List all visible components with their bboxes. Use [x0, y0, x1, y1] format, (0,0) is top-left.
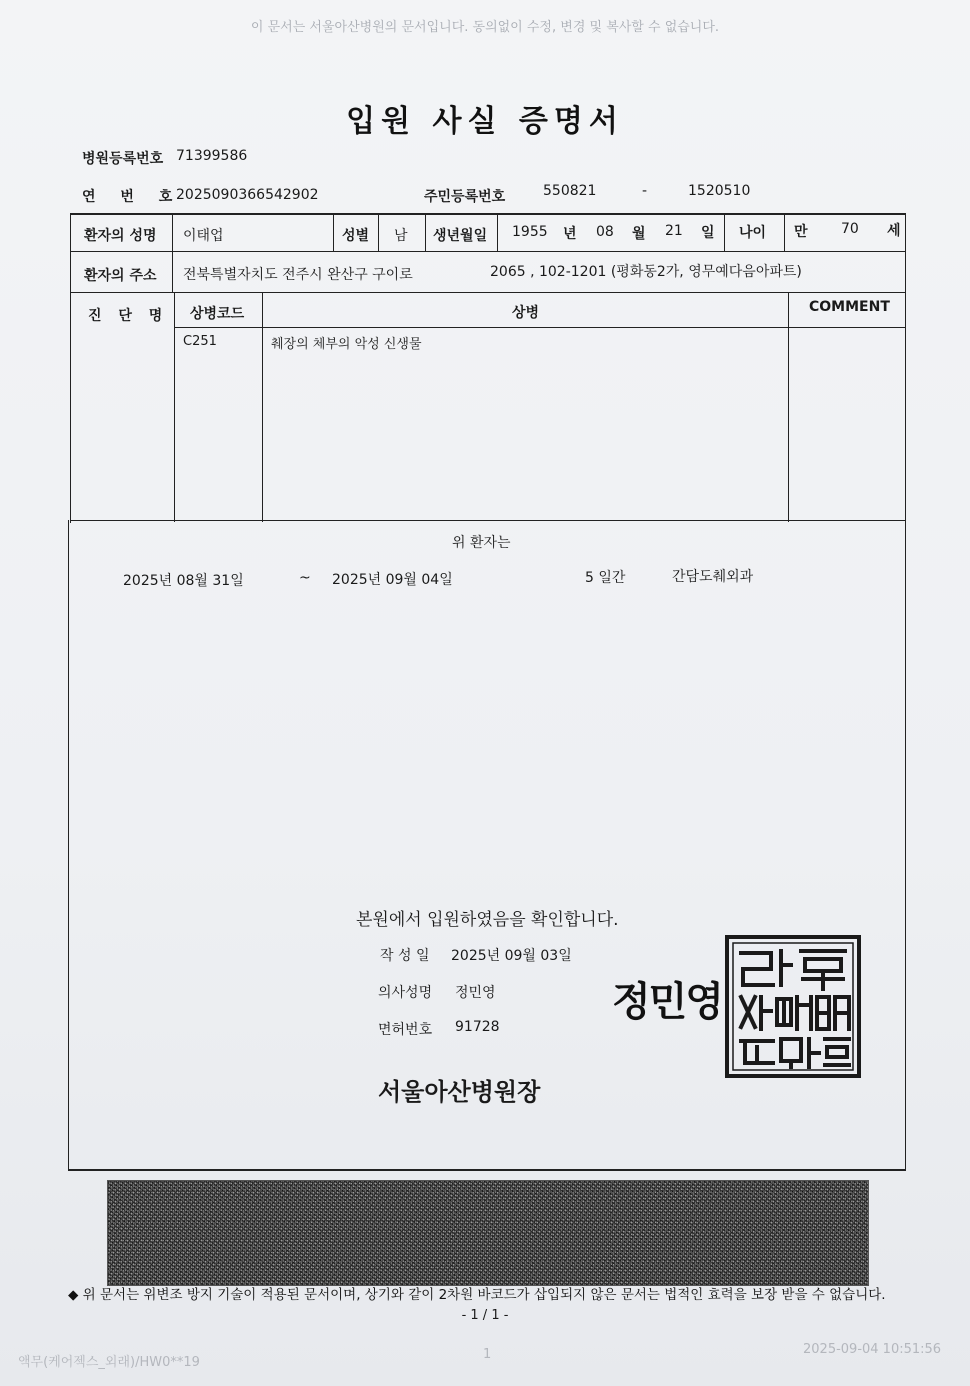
page-number: - 1 / 1 -	[461, 1308, 509, 1323]
birth-label: 생년월일	[433, 228, 488, 244]
rrn-front: 550821	[543, 183, 597, 199]
table-row-name: 췌장의 체부의 악성 신생물	[271, 337, 422, 352]
license-label: 면허번호	[378, 1022, 433, 1038]
code-header: 상병코드	[190, 306, 245, 322]
confirm-statement: 본원에서 입원하였음을 확인합니다.	[356, 910, 619, 930]
address-label: 환자의 주소	[84, 268, 157, 284]
birth-year: 1955	[512, 224, 548, 240]
sex-label: 성별	[342, 228, 370, 244]
rrn-label: 주민등록번호	[424, 189, 506, 205]
doctor-name: 정민영	[455, 985, 496, 1001]
table-row-code: C251	[183, 334, 217, 349]
name-label: 환자의 성명	[84, 228, 157, 244]
admission-dept: 간담도췌외과	[672, 569, 754, 585]
top-notice: 이 문서는 서울아산병원의 문서입니다. 동의없이 수정, 변경 및 복사할 수 없습니다.	[250, 20, 720, 35]
comment-header: COMMENT	[809, 299, 890, 315]
age-unit: 세	[887, 223, 901, 239]
address-detail: 2065 , 102-1201 (평화동2가, 영무예다음아파트)	[490, 264, 802, 280]
document-title: 입원 사실 증명서	[346, 104, 624, 139]
license-number: 91728	[455, 1019, 500, 1035]
birth-month: 08	[596, 224, 614, 240]
footer-notice: ◆ 위 문서는 위변조 방지 기술이 적용된 문서이며, 상기와 같이 2차원 바코드가 삽입되지 않은 문서는 법적인 효력을 보장 받을 수 없습니다.	[68, 1287, 886, 1303]
disease-header: 상병	[512, 305, 540, 321]
admission-intro: 위 환자는	[452, 535, 511, 551]
rrn-dash: -	[642, 183, 648, 199]
address-value: 전북특별자치도 전주시 완산구 구이로	[183, 267, 413, 283]
footer-center: 1	[483, 1347, 492, 1362]
doctor-label: 의사성명	[378, 985, 433, 1001]
admission-end: 2025년 09월 04일	[332, 572, 453, 588]
rrn-back: 1520510	[688, 183, 751, 199]
reg-label: 병원등록번호	[82, 151, 164, 167]
footer-left-code: 액무(케어젝스_외래)/HW0**19	[18, 1355, 200, 1370]
issue-label: 작 성 일	[380, 948, 430, 964]
age-prefix: 만	[794, 224, 808, 240]
diagnosis-label: 진 단 명	[88, 308, 169, 324]
day-unit: 일	[701, 225, 715, 241]
age-label: 나이	[739, 225, 767, 241]
serial-label: 연 번 호	[82, 189, 183, 205]
hospital-director: 서울아산병원장	[378, 1078, 541, 1106]
admission-tilde: ~	[299, 570, 311, 586]
serial-value: 2025090366542902	[176, 187, 319, 203]
admission-start: 2025년 08월 31일	[123, 573, 244, 589]
footer-timestamp: 2025-09-04 10:51:56	[803, 1342, 942, 1357]
age-value: 70	[841, 221, 859, 237]
birth-day: 21	[665, 223, 683, 239]
reg-value: 71399586	[176, 148, 248, 164]
doctor-signature: 정민영	[612, 979, 722, 1025]
issue-date: 2025년 09월 03일	[451, 948, 572, 964]
month-unit: 월	[632, 226, 646, 242]
year-unit: 년	[563, 226, 577, 242]
name-value: 이태업	[183, 228, 224, 244]
hospital-seal-icon	[725, 935, 861, 1078]
sex-value: 남	[394, 228, 408, 244]
admission-days: 5 일간	[585, 570, 626, 586]
security-barcode	[107, 1180, 869, 1286]
